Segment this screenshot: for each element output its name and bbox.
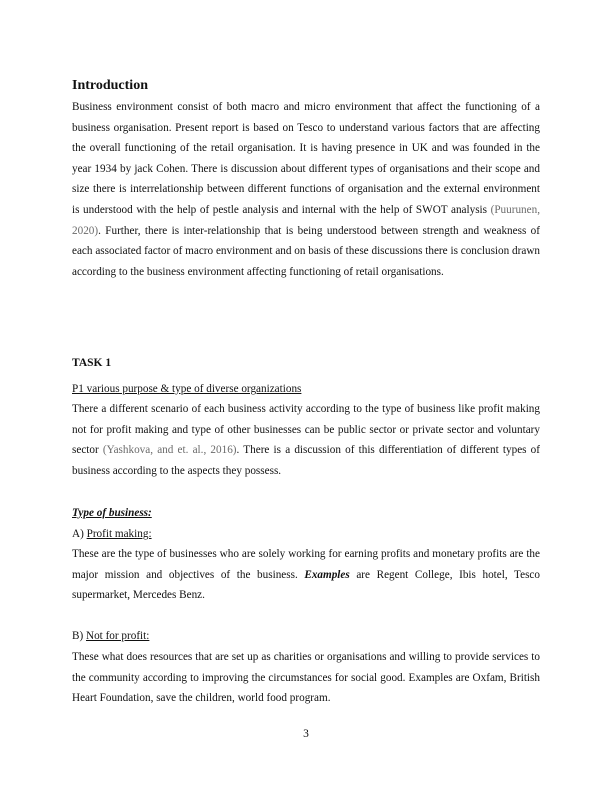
types-heading-block — [72, 505, 540, 521]
introduction-text-part1: Business environment consist of both macro and micro environment that affect the functioning of a business organisation. Present report is based on Tesco to understand various factors that are affecting the overall functioning of the retail organisation. It is having presence in UK and was founded in the year 1934 by jack Cohen. There is discussion about different types of organisations and their scope and size there is interrelationship between different functions of organisation and the external environment is understood with the help of pestle analysis and internal with the help of SWOT analysis — [72, 101, 540, 216]
profit-making-body — [72, 544, 540, 606]
introduction-citation: (Puurunen, 2020) — [72, 203, 540, 237]
profit-making-text: These are the type of businesses who are solely working for earning profits and monetary profits are the major mission and objectives of the business. — [72, 548, 540, 581]
profit-making-label-block — [72, 526, 540, 542]
not-for-profit-label: Not for profit: — [85, 630, 150, 642]
page-number: 3 — [303, 728, 309, 740]
task1-heading: TASK 1 — [72, 357, 112, 369]
profit-making-paragraph — [72, 544, 540, 606]
not-for-profit-prefix: B) — [72, 630, 86, 642]
task1-text-part2: . There is a discussion of this differentiation of different types of business according to the aspects they possess. — [72, 444, 541, 477]
profit-making-label: Profit making: — [86, 528, 152, 540]
profit-making-examples: are Regent College, Ibis hotel, Tesco supermarket, Mercedes Benz. — [72, 568, 540, 602]
task1-body — [72, 399, 540, 481]
not-for-profit-label-block — [72, 628, 540, 644]
not-for-profit-body — [72, 647, 540, 709]
introduction-paragraph — [72, 97, 540, 282]
introduction-section — [72, 77, 540, 95]
examples-label: Examples — [304, 568, 350, 581]
profit-making-prefix: A) — [72, 528, 87, 540]
task1-subheading-block — [72, 381, 540, 397]
introduction-body — [72, 97, 540, 282]
types-heading: Type of business: — [72, 507, 152, 519]
not-for-profit-paragraph: These what does resources that are set up as charities or organisations and willing to provide services to the community according to improving the circumstances for social good. Examples are Oxfam, British Heart Foundation, save the children, world food program. — [72, 651, 540, 705]
task1-citation: (Yashkova, and et. al., 2016) — [102, 444, 237, 457]
introduction-text-part2: . Further, there is inter-relationship that is being understood between strength and weakness of each associated factor of macro environment and on basis of these discussions there is conclusion drawn according to the business environment affecting functioning of retail organisations. — [72, 224, 540, 278]
task1-subheading: P1 various purpose & type of diverse organizations — [72, 383, 302, 395]
introduction-heading: Introduction — [72, 78, 148, 93]
task1-paragraph — [72, 399, 540, 481]
task1-section — [72, 355, 540, 371]
task1-text-part1: There a different scenario of each business activity according to the type of business like profit making not for profit making and type of other businesses can be public sector or private sector and voluntary sector — [72, 403, 540, 457]
